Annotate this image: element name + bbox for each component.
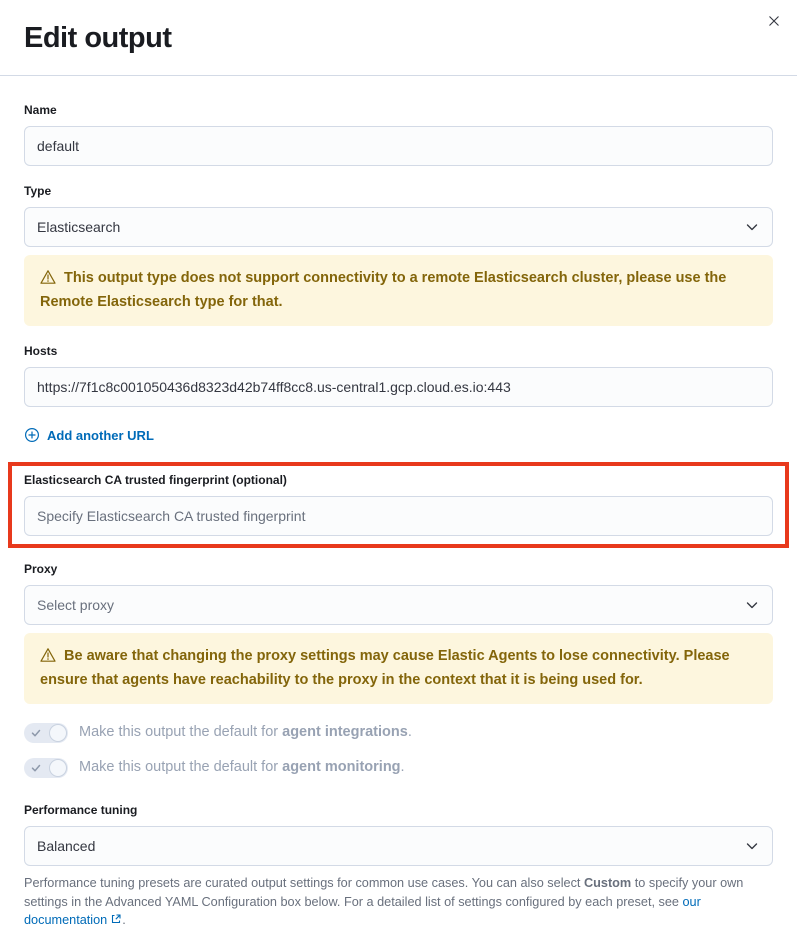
check-icon: [30, 727, 42, 739]
proxy-select[interactable]: [24, 585, 773, 625]
performance-help-text: Performance tuning presets are curated output settings for common use cases. You can also select Custom to specify your own settings in the Advanced YAML Configuration box below. For a detailed list of settings configured by each preset, see our documentation .: [24, 874, 773, 931]
external-link-icon: [110, 912, 122, 931]
warning-icon: [40, 269, 56, 292]
type-warning-callout: [24, 255, 773, 326]
type-label: Type: [24, 184, 52, 198]
default-monitoring-toggle-label: Make this output the default for agent monitoring.: [79, 759, 405, 775]
hosts-field-group: [24, 344, 773, 407]
page-title: Edit output: [24, 22, 172, 54]
flyout-header: [0, 0, 797, 76]
chevron-down-icon: [744, 597, 760, 613]
toggle-thumb: [49, 759, 67, 777]
proxy-label: Proxy: [24, 562, 58, 576]
performance-label: Performance tuning: [24, 803, 138, 817]
chevron-down-icon: [744, 838, 760, 854]
proxy-warning-callout: [24, 633, 773, 704]
toggle-thumb: [49, 724, 67, 742]
fingerprint-label: Elasticsearch CA trusted fingerprint (optional): [24, 473, 287, 487]
type-select-value: Elasticsearch: [37, 219, 121, 235]
default-monitoring-toggle[interactable]: [24, 758, 68, 778]
close-icon: [766, 13, 782, 29]
type-warning-text: This output type does not support connectivity to a remote Elasticsearch cluster, please use the Remote Elasticsearch type for that.: [40, 270, 727, 310]
plus-circle-icon: [24, 427, 40, 443]
performance-field-group: [24, 803, 773, 931]
hosts-label: Hosts: [24, 344, 58, 358]
name-input[interactable]: [24, 126, 773, 166]
proxy-warning-text: Be aware that changing the proxy settings may cause Elastic Agents to lose connectivity. Please ensure that agents have reachability to the proxy in the context that it is being used for.: [40, 648, 730, 688]
proxy-field-group: [24, 562, 773, 625]
warning-icon: [40, 647, 56, 670]
name-field-group: [24, 103, 773, 166]
annotation-highlight-rect: [8, 462, 789, 548]
default-integrations-toggle[interactable]: [24, 723, 68, 743]
fingerprint-field-group: [24, 473, 773, 536]
type-select[interactable]: [24, 207, 773, 247]
flyout-body: [0, 76, 797, 931]
default-monitoring-toggle-row: [24, 757, 773, 778]
performance-select[interactable]: [24, 826, 773, 866]
default-integrations-toggle-label: Make this output the default for agent integrations.: [79, 724, 412, 740]
name-label: Name: [24, 103, 57, 117]
fingerprint-input[interactable]: [24, 496, 773, 536]
add-url-row: [24, 427, 773, 448]
performance-select-value: Balanced: [37, 838, 96, 854]
chevron-down-icon: [744, 219, 760, 235]
check-icon: [30, 762, 42, 774]
close-button[interactable]: [761, 8, 787, 34]
add-another-url-label: Add another URL: [47, 427, 154, 443]
default-integrations-toggle-row: [24, 722, 773, 743]
proxy-select-placeholder: Select proxy: [37, 597, 115, 613]
documentation-link[interactable]: our documentation: [24, 895, 701, 928]
add-another-url-link[interactable]: [24, 427, 154, 443]
hosts-input[interactable]: [24, 367, 773, 407]
type-field-group: [24, 184, 773, 247]
